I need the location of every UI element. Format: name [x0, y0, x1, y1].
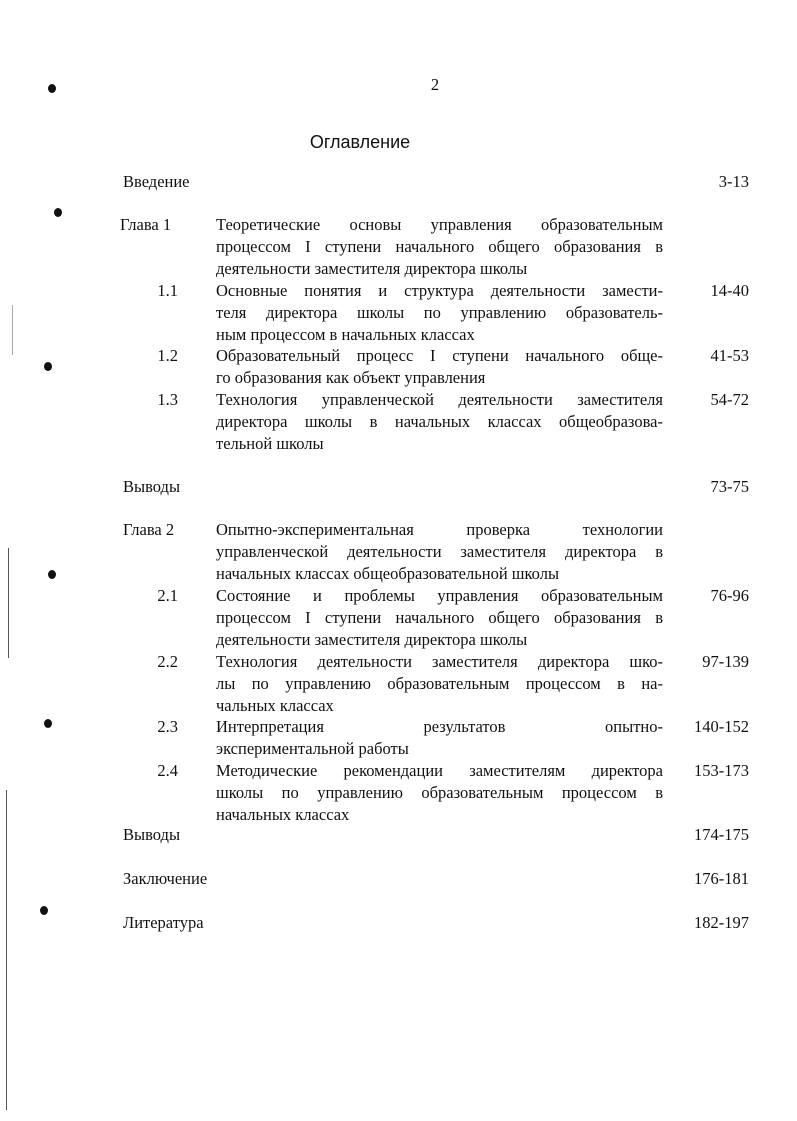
scan-edge-line: [12, 305, 13, 355]
toc-section-2-1-number: 2.1: [157, 586, 178, 605]
toc-line: Опытно-экспериментальная проверка технологии: [216, 520, 663, 539]
toc-line: го образования как объект управления: [216, 368, 486, 387]
toc-line: лы по управлению образовательным процессом в на-: [216, 674, 663, 693]
toc-line: начальных классах: [216, 805, 350, 824]
toc-line: деятельности заместителя директора школы: [216, 259, 528, 278]
toc-section-2-4-pages: 153-173: [694, 761, 749, 780]
scan-hole-mark: [40, 906, 48, 915]
toc-line: деятельности заместителя директора школы: [216, 630, 528, 649]
scan-hole-mark: [48, 570, 56, 579]
toc-line: процессом I ступени начального общего образования в: [216, 237, 663, 256]
toc-chapter2-title: [216, 519, 663, 585]
toc-line: Состояние и проблемы управления образовательным: [216, 586, 663, 605]
toc-section-1-3-number: 1.3: [157, 390, 178, 409]
toc-section-2-3-number: 2.3: [157, 717, 178, 736]
toc-line: Интерпретация результатов опытно-: [216, 717, 663, 736]
toc-line: тельной школы: [216, 434, 324, 453]
scan-edge-line: [8, 548, 9, 658]
toc-line: управленческой деятельности заместителя директора в: [216, 542, 663, 561]
page-number: 2: [430, 75, 440, 94]
toc-conclusion-pages: 176-181: [694, 869, 749, 888]
toc-section-1-2-number: 1.2: [157, 346, 178, 365]
scan-hole-mark: [44, 719, 52, 728]
toc-section-1-1-number: 1.1: [157, 281, 178, 300]
toc-chapter2-label: Глава 2: [123, 520, 175, 539]
toc-chapter1-title: [216, 214, 663, 280]
scan-hole-mark: [48, 84, 56, 93]
toc-section-2-2-pages: 97-139: [702, 652, 749, 671]
toc-line: ным процессом в начальных классах: [216, 325, 475, 344]
toc-section-1-1-title: [216, 280, 663, 346]
toc-conclusions2-label: Выводы: [123, 825, 181, 844]
toc-section-2-3-pages: 140-152: [694, 717, 749, 736]
toc-literature-label: Литература: [123, 913, 204, 932]
toc-conclusion-label: Заключение: [123, 869, 208, 888]
toc-line: Образовательный процесс I ступени начального обще-: [216, 346, 663, 365]
toc-chapter1-label: Глава 1: [120, 215, 172, 234]
toc-section-2-1-title: [216, 585, 663, 651]
toc-section-2-1-pages: 76-96: [710, 586, 749, 605]
toc-line: Основные понятия и структура деятельности замести-: [216, 281, 663, 300]
toc-line: начальных классах общеобразовательной школы: [216, 564, 560, 583]
scan-edge-line: [6, 790, 7, 1110]
toc-intro-label: Введение: [123, 172, 190, 191]
page-title: Оглавление: [309, 132, 411, 152]
toc-line: процессом I ступени начального общего образования в: [216, 608, 663, 627]
toc-line: Методические рекомендации заместителям директора: [216, 761, 663, 780]
toc-section-1-3-pages: 54-72: [710, 390, 749, 409]
toc-section-2-3-title: [216, 716, 663, 760]
toc-intro-pages: 3-13: [718, 172, 749, 191]
toc-section-2-4-title: [216, 760, 663, 826]
scan-hole-mark: [44, 362, 52, 371]
toc-section-1-3-title: [216, 389, 663, 455]
toc-line: Технология деятельности заместителя директора шко-: [216, 652, 663, 671]
toc-section-2-2-title: [216, 651, 663, 717]
toc-conclusions1-pages: 73-75: [710, 477, 749, 496]
toc-line: экспериментальной работы: [216, 739, 409, 758]
toc-line: школы по управлению образовательным процессом в: [216, 783, 663, 802]
toc-section-2-4-number: 2.4: [157, 761, 178, 780]
scan-hole-mark: [54, 208, 62, 217]
toc-line: Технология управленческой деятельности заместителя: [216, 390, 663, 409]
toc-literature-pages: 182-197: [694, 913, 749, 932]
toc-section-1-2-title: [216, 345, 663, 389]
toc-line: чальных классах: [216, 696, 334, 715]
toc-section-1-2-pages: 41-53: [710, 346, 749, 365]
toc-line: директора школы в начальных классах общеобразова-: [216, 412, 663, 431]
toc-line: теля директора школы по управлению образователь-: [216, 303, 663, 322]
toc-section-2-2-number: 2.2: [157, 652, 178, 671]
toc-conclusions2-pages: 174-175: [694, 825, 749, 844]
toc-conclusions1-label: Выводы: [123, 477, 181, 496]
toc-section-1-1-pages: 14-40: [710, 281, 749, 300]
toc-line: Теоретические основы управления образовательным: [216, 215, 663, 234]
